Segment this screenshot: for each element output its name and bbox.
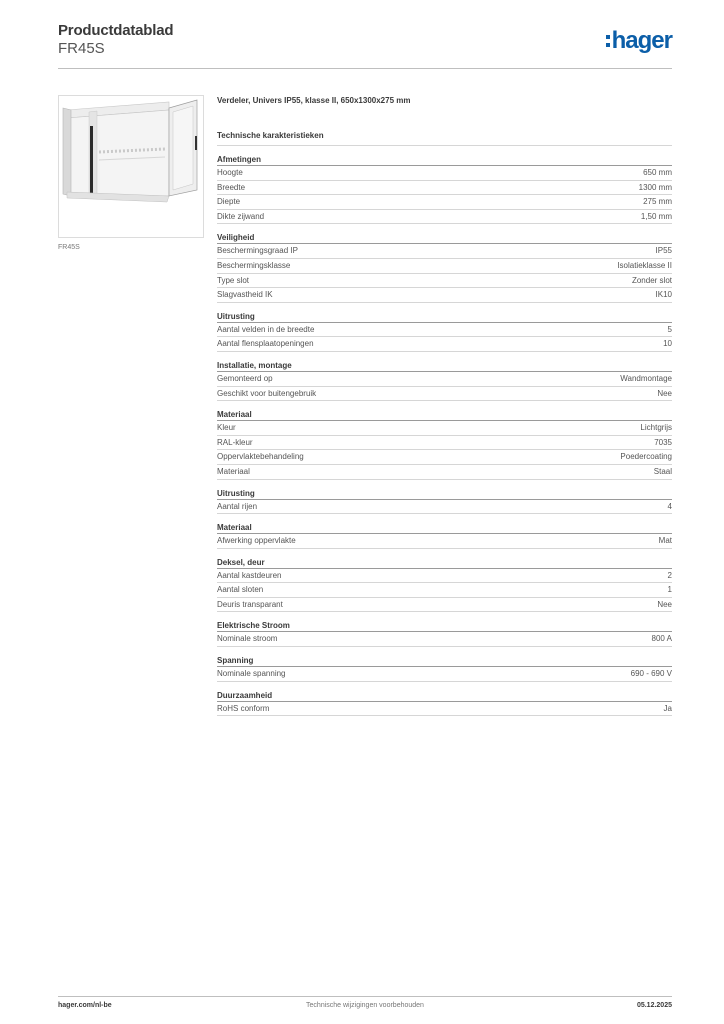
spec-section	[217, 155, 672, 224]
spec-value: Nee	[657, 599, 672, 609]
spec-label: Aantal rijen	[217, 501, 258, 511]
spec-value: Lichtgrijs	[640, 423, 672, 433]
spec-row	[217, 323, 672, 338]
section-title: Materiaal	[217, 410, 672, 421]
spec-label: Nominale spanning	[217, 669, 286, 679]
spec-label: Breedte	[217, 182, 246, 192]
spec-value: Isolatieklasse II	[617, 260, 672, 270]
spec-value: 10	[663, 339, 672, 349]
spec-row	[217, 387, 672, 402]
image-caption: FR45S	[58, 244, 80, 251]
logo-colon-mark	[606, 35, 610, 47]
spec-row	[217, 244, 672, 259]
hager-logo	[606, 28, 672, 54]
spec-value: 1	[667, 585, 672, 595]
spec-row	[217, 436, 672, 451]
spec-label: Aantal sloten	[217, 585, 264, 595]
spec-row	[217, 702, 672, 717]
spec-row	[217, 210, 672, 225]
spec-value: IP55	[655, 246, 672, 256]
spec-row	[217, 534, 672, 549]
spec-section	[217, 691, 672, 717]
page-footer	[58, 996, 672, 1010]
spec-value: 1,50 mm	[640, 211, 672, 221]
spec-label: Aantal velden in de breedte	[217, 324, 315, 334]
spec-label: Type slot	[217, 275, 250, 285]
spec-row	[217, 288, 672, 303]
spec-label: Slagvastheid IK	[217, 290, 273, 300]
spec-row	[217, 569, 672, 584]
spec-label: Aantal flensplaatopeningen	[217, 339, 314, 349]
section-title: Veiligheid	[217, 233, 672, 244]
section-title: Duurzaamheid	[217, 691, 672, 702]
spec-label: RAL-kleur	[217, 437, 253, 447]
product-code: FR45S	[58, 40, 105, 57]
spec-section	[217, 621, 672, 647]
spec-value: IK10	[655, 290, 672, 300]
section-title: Uitrusting	[217, 312, 672, 323]
spec-value: 4	[667, 501, 672, 511]
spec-section	[217, 523, 672, 549]
spec-sections	[217, 155, 672, 716]
spec-section	[217, 361, 672, 401]
spec-label: Diepte	[217, 197, 241, 207]
spec-label: Afwerking oppervlakte	[217, 536, 296, 546]
spec-value: Wandmontage	[620, 373, 672, 383]
spec-row	[217, 632, 672, 647]
footer-date: 05.12.2025	[636, 1002, 672, 1009]
spec-label: Hoogte	[217, 168, 243, 177]
section-title: Uitrusting	[217, 489, 672, 500]
spec-row	[217, 166, 672, 181]
spec-row	[217, 667, 672, 682]
technical-characteristics-heading: Technische karakteristieken	[217, 131, 672, 146]
spec-label: Oppervlaktebehandeling	[217, 452, 304, 462]
footer-website: hager.com/nl-be	[58, 1002, 112, 1009]
spec-value: Staal	[653, 466, 672, 476]
spec-row	[217, 583, 672, 598]
spec-label: Beschermingsgraad IP	[217, 246, 298, 256]
spec-label: Beschermingsklasse	[217, 260, 291, 270]
section-title: Deksel, deur	[217, 558, 672, 569]
spec-label: Dikte zijwand	[217, 211, 265, 221]
spec-value: 7035	[654, 437, 672, 447]
spec-row	[217, 337, 672, 352]
spec-value: 5	[667, 324, 672, 334]
spec-label: Aantal kastdeuren	[217, 570, 282, 580]
section-title: Elektrische Stroom	[217, 621, 672, 632]
spec-row	[217, 372, 672, 387]
spec-row	[217, 259, 672, 274]
spec-label: Deuris transparant	[217, 599, 283, 609]
section-title: Materiaal	[217, 523, 672, 534]
spec-value: 2	[667, 570, 672, 580]
spec-row	[217, 465, 672, 480]
spec-section	[217, 312, 672, 352]
spec-row	[217, 598, 672, 613]
spec-label: Materiaal	[217, 466, 250, 476]
spec-row	[217, 195, 672, 210]
spec-value: 650 mm	[643, 168, 672, 177]
spec-row	[217, 500, 672, 515]
spec-row	[217, 421, 672, 436]
section-title: Afmetingen	[217, 155, 672, 166]
spec-section	[217, 558, 672, 613]
section-title: Installatie, montage	[217, 361, 672, 372]
enclosure-illustration	[59, 96, 203, 237]
section-title: Spanning	[217, 656, 672, 667]
spec-row	[217, 274, 672, 289]
spec-row	[217, 450, 672, 465]
spec-label: Gemonteerd op	[217, 373, 273, 383]
spec-value: 800 A	[651, 634, 672, 644]
spec-section	[217, 410, 672, 479]
spec-value: Nee	[657, 388, 672, 398]
spec-section	[217, 489, 672, 515]
spec-value: Ja	[663, 703, 672, 713]
product-description: Verdeler, Univers IP55, klasse II, 650x1300x275 mm	[217, 96, 411, 105]
spec-value: Zonder slot	[631, 275, 672, 285]
spec-value: Poedercoating	[620, 452, 672, 462]
spec-label: Kleur	[217, 423, 236, 433]
spec-value: Mat	[658, 536, 672, 546]
spec-value: 690 - 690 V	[630, 669, 672, 679]
footer-disclaimer: Technische wijzigingen voorbehouden	[306, 1002, 424, 1009]
spec-label: Nominale stroom	[217, 634, 278, 644]
document-title: Productdatablad	[58, 22, 174, 39]
spec-value: 275 mm	[643, 197, 672, 207]
spec-row	[217, 181, 672, 196]
spec-section	[217, 656, 672, 682]
spec-section	[217, 233, 672, 302]
page-header	[58, 22, 672, 69]
product-image	[58, 95, 204, 238]
spec-label: Geschikt voor buitengebruik	[217, 388, 317, 398]
spec-label: RoHS conform	[217, 703, 270, 713]
spec-value: 1300 mm	[638, 182, 672, 192]
logo-text: hager	[611, 27, 672, 54]
spec-content	[217, 96, 672, 716]
